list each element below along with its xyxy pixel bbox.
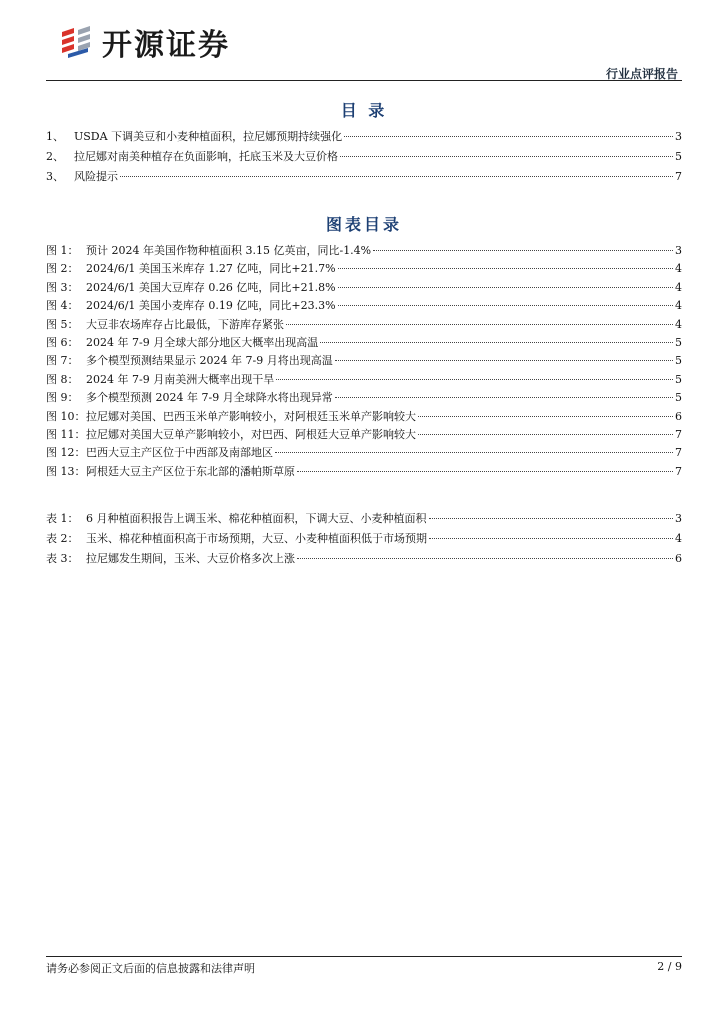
- dot-leader: [297, 558, 673, 559]
- figure-entry-title: 多个模型预测结果显示 2024 年 7-9 月将出现高温: [86, 354, 333, 368]
- footer-divider: [46, 956, 682, 957]
- page-number: 2 / 9: [657, 960, 682, 973]
- figure-entry-number: 图 1：: [46, 244, 79, 257]
- figure-entry[interactable]: [46, 426, 682, 444]
- figure-entry[interactable]: [46, 389, 682, 407]
- figure-entry[interactable]: [46, 352, 682, 370]
- figure-entry-title: 2024/6/1 美国小麦库存 0.19 亿吨，同比+23.3%: [86, 299, 336, 313]
- figure-entry-page: 3: [675, 244, 682, 257]
- figure-entry[interactable]: [46, 408, 682, 426]
- figure-entry[interactable]: [46, 260, 682, 278]
- toc-entry[interactable]: [46, 168, 682, 186]
- table-entry-number: 表 3：: [46, 552, 79, 565]
- company-name: 开源证券: [102, 28, 230, 63]
- figure-entry[interactable]: [46, 463, 682, 481]
- figure-entry-number: 图 3：: [46, 280, 79, 294]
- figure-entry-page: 7: [675, 428, 682, 441]
- disclaimer-note: 请务必参阅正文后面的信息披露和法律声明: [46, 962, 255, 975]
- dot-leader: [335, 360, 673, 361]
- toc-entry[interactable]: [46, 148, 682, 166]
- figure-entry-title: 多个模型预测 2024 年 7-9 月全球降水将出现异常: [86, 391, 333, 405]
- dot-leader: [320, 342, 673, 343]
- dot-leader: [418, 416, 673, 417]
- figure-entry-number: 图 4：: [46, 299, 79, 313]
- dot-leader: [120, 176, 673, 177]
- table-entry-page: 4: [675, 532, 682, 545]
- figure-entry-title: 拉尼娜对美国大豆单产影响较小，对巴西、阿根廷大豆单产影响较大: [86, 428, 416, 441]
- figure-entry-number: 图 10：: [46, 409, 86, 423]
- table-entry-number: 表 1：: [46, 512, 79, 525]
- figure-entry-number: 图 6：: [46, 336, 79, 349]
- figure-entry-number: 图 9：: [46, 391, 79, 405]
- toc-entry-page: 5: [675, 150, 682, 163]
- table-entry-page: 6: [675, 552, 682, 565]
- dot-leader: [338, 268, 673, 269]
- table-entry[interactable]: [46, 550, 682, 568]
- toc-entry-page: 3: [675, 130, 682, 143]
- dot-leader: [338, 305, 673, 306]
- figure-entry[interactable]: [46, 444, 682, 462]
- dot-leader: [429, 538, 673, 539]
- figure-entry-page: 7: [675, 464, 682, 478]
- figure-entry-number: 图 2：: [46, 262, 79, 276]
- toc-entry-number: 2、: [46, 150, 64, 163]
- figure-entry[interactable]: [46, 316, 682, 334]
- figure-entry[interactable]: [46, 279, 682, 297]
- table-entry-title: 6 月种植面积报告上调玉米、棉花种植面积，下调大豆、小麦种植面积: [86, 512, 427, 525]
- dot-leader: [275, 452, 673, 453]
- figure-entry-title: 巴西大豆主产区位于中西部及南部地区: [86, 446, 273, 460]
- figure-entry[interactable]: [46, 334, 682, 352]
- report-type-label: 行业点评报告: [605, 67, 678, 81]
- figure-entry-number: 图 12：: [46, 446, 86, 460]
- figure-entry[interactable]: [46, 242, 682, 260]
- toc-entry-number: 1、: [46, 130, 64, 143]
- dot-leader: [335, 397, 673, 398]
- dot-leader: [418, 434, 673, 435]
- dot-leader: [276, 379, 673, 380]
- toc-entry-number: 3、: [46, 170, 64, 183]
- figure-entry-page: 4: [675, 262, 682, 276]
- figure-entry-page: 5: [675, 336, 682, 349]
- figure-entry-number: 图 13：: [46, 464, 86, 478]
- toc-entry-page: 7: [675, 170, 682, 183]
- figure-entry-page: 4: [675, 299, 682, 313]
- dot-leader: [344, 136, 673, 137]
- dot-leader: [373, 250, 673, 251]
- figure-entry-title: 2024/6/1 美国大豆库存 0.26 亿吨，同比+21.8%: [86, 280, 336, 294]
- table-entry[interactable]: [46, 510, 682, 528]
- figure-entry-page: 5: [675, 372, 682, 386]
- dot-leader: [429, 518, 674, 519]
- table-entry-number: 表 2：: [46, 532, 79, 545]
- toc-entry-title: 拉尼娜对南美种植存在负面影响，托底玉米及大豆价格: [74, 150, 338, 163]
- dot-leader: [338, 287, 673, 288]
- figure-entry[interactable]: [46, 371, 682, 389]
- toc-entry-title: USDA 下调美豆和小麦种植面积，拉尼娜预期持续强化: [74, 130, 343, 143]
- figure-entry-title: 阿根廷大豆主产区位于东北部的潘帕斯草原: [86, 464, 295, 478]
- table-entry-page: 3: [675, 512, 682, 525]
- figure-entry-title: 大豆非农场库存占比最低，下游库存紧张: [86, 317, 284, 331]
- figure-entry-number: 图 5：: [46, 317, 79, 331]
- figure-entry-page: 7: [675, 446, 682, 460]
- figure-entry-page: 5: [675, 354, 682, 368]
- figure-entry[interactable]: [46, 297, 682, 315]
- dot-leader: [340, 156, 673, 157]
- figure-entry-title: 2024 年 7-9 月南美洲大概率出现干旱: [86, 372, 275, 386]
- table-entry-title: 玉米、棉花种植面积高于市场预期，大豆、小麦种植面积低于市场预期: [86, 532, 427, 545]
- figure-entry-page: 4: [675, 280, 682, 294]
- toc-entry[interactable]: [46, 128, 682, 146]
- header-divider: [46, 80, 682, 81]
- figure-entry-title: 拉尼娜对美国、巴西玉米单产影响较小，对阿根廷玉米单产影响较大: [86, 409, 416, 423]
- figure-entry-page: 4: [675, 317, 682, 331]
- figure-entry-title: 预计 2024 年美国作物种植面积 3.15 亿英亩，同比-1.4%: [86, 244, 372, 257]
- table-entry[interactable]: [46, 530, 682, 548]
- figure-entry-page: 6: [675, 409, 682, 423]
- dot-leader: [297, 471, 673, 472]
- figures-title: 图表目录: [325, 215, 402, 234]
- toc-title: 目 录: [340, 101, 388, 120]
- dot-leader: [286, 324, 673, 325]
- figure-entry-page: 5: [675, 391, 682, 405]
- figure-entry-title: 2024/6/1 美国玉米库存 1.27 亿吨，同比+21.7%: [86, 262, 336, 276]
- figure-entry-title: 2024 年 7-9 月全球大部分地区大概率出现高温: [86, 336, 319, 349]
- company-logo: [58, 22, 230, 62]
- company-logo-icon: [58, 24, 94, 60]
- table-entry-title: 拉尼娜发生期间，玉米、大豆价格多次上涨: [86, 552, 295, 565]
- figure-entry-number: 图 11：: [46, 428, 86, 441]
- figure-entry-number: 图 7：: [46, 354, 79, 368]
- page-header: [46, 18, 682, 80]
- figure-entry-number: 图 8：: [46, 372, 79, 386]
- toc-entry-title: 风险提示: [74, 170, 118, 183]
